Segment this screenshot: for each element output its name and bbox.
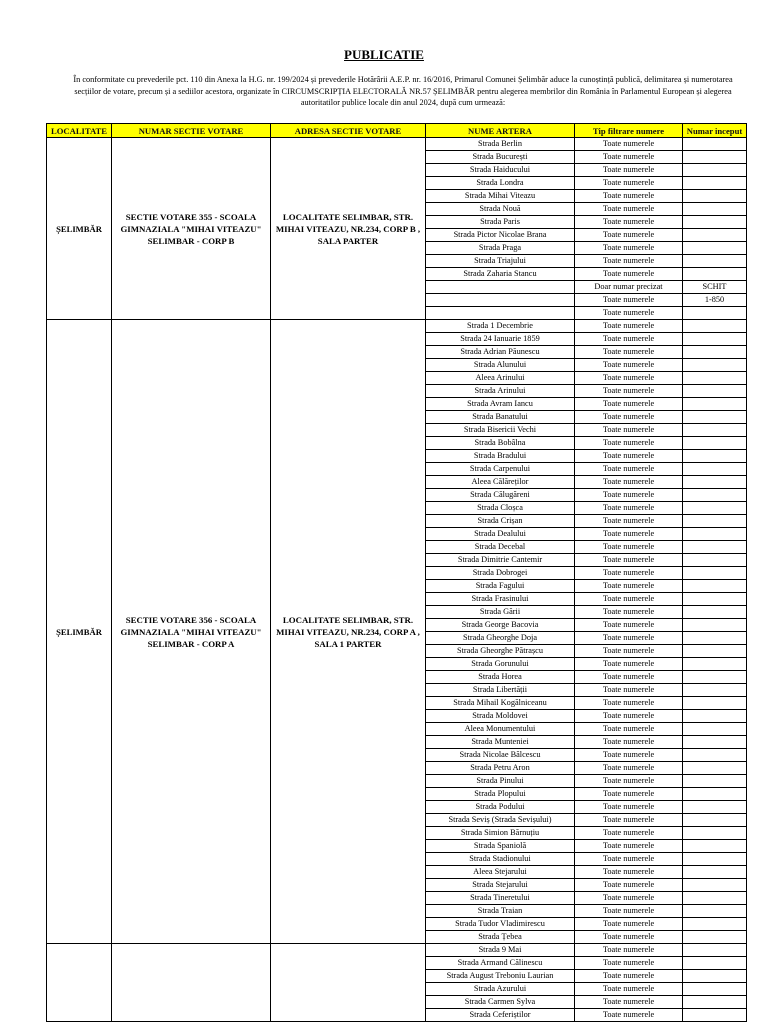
start-number-cell <box>683 957 747 970</box>
start-number-cell <box>683 762 747 775</box>
filter-type-cell: Toate numerele <box>575 346 683 359</box>
street-name-cell: Strada 24 Ianuarie 1859 <box>426 333 575 346</box>
street-name-cell: Strada Moldovei <box>426 710 575 723</box>
street-name-cell: Strada Gheorghe Pătrașcu <box>426 645 575 658</box>
street-name-cell <box>426 294 575 307</box>
filter-type-cell: Toate numerele <box>575 593 683 606</box>
street-name-cell: Strada Călugăreni <box>426 489 575 502</box>
street-name-cell: Strada București <box>426 151 575 164</box>
filter-type-cell: Toate numerele <box>575 203 683 216</box>
header-adresa-sectie: ADRESA SECTIE VOTARE <box>271 124 426 138</box>
start-number-cell <box>683 320 747 333</box>
street-name-cell: Strada Adrian Păunescu <box>426 346 575 359</box>
street-name-cell: Aleea Stejarului <box>426 866 575 879</box>
filter-type-cell: Toate numerele <box>575 671 683 684</box>
filter-type-cell: Toate numerele <box>575 567 683 580</box>
filter-type-cell: Toate numerele <box>575 385 683 398</box>
start-number-cell <box>683 307 747 320</box>
filter-type-cell: Toate numerele <box>575 944 683 957</box>
filter-type-cell: Toate numerele <box>575 866 683 879</box>
start-number-cell <box>683 398 747 411</box>
start-number-cell <box>683 151 747 164</box>
table-row <box>47 944 747 957</box>
filter-type-cell: Toate numerele <box>575 619 683 632</box>
section-address-cell: LOCALITATE SELIMBAR, STR. MIHAI VITEAZU, NR.234, CORP B , SALA PARTER <box>271 138 426 320</box>
filter-type-cell: Toate numerele <box>575 775 683 788</box>
start-number-cell <box>683 138 747 151</box>
street-name-cell: Strada Tudor Vladimirescu <box>426 918 575 931</box>
start-number-cell <box>683 658 747 671</box>
filter-type-cell: Toate numerele <box>575 294 683 307</box>
street-name-cell: Strada Seviș (Strada Sevișului) <box>426 814 575 827</box>
start-number-cell <box>683 619 747 632</box>
filter-type-cell: Toate numerele <box>575 1009 683 1022</box>
filter-type-cell: Toate numerele <box>575 736 683 749</box>
start-number-cell <box>683 827 747 840</box>
filter-type-cell: Toate numerele <box>575 398 683 411</box>
start-number-cell <box>683 593 747 606</box>
start-number-cell <box>683 606 747 619</box>
filter-type-cell: Toate numerele <box>575 242 683 255</box>
filter-type-cell: Toate numerele <box>575 892 683 905</box>
polling-sections-table <box>46 123 747 1022</box>
filter-type-cell: Toate numerele <box>575 177 683 190</box>
start-number-cell <box>683 372 747 385</box>
street-name-cell: Strada Avram Iancu <box>426 398 575 411</box>
start-number-cell <box>683 671 747 684</box>
street-name-cell: Strada 1 Decembrie <box>426 320 575 333</box>
filter-type-cell: Toate numerele <box>575 840 683 853</box>
street-name-cell: Strada Paris <box>426 216 575 229</box>
filter-type-cell: Toate numerele <box>575 996 683 1009</box>
header-tip-filtrare: Tip filtrare numere <box>575 124 683 138</box>
header-numar-inceput: Numar inceput <box>683 124 747 138</box>
filter-type-cell: Toate numerele <box>575 931 683 944</box>
street-name-cell: Strada Bisericii Vechi <box>426 424 575 437</box>
start-number-cell <box>683 515 747 528</box>
start-number-cell <box>683 541 747 554</box>
street-name-cell: Strada Bradului <box>426 450 575 463</box>
street-name-cell: Strada Tineretului <box>426 892 575 905</box>
start-number-cell <box>683 645 747 658</box>
start-number-cell <box>683 970 747 983</box>
filter-type-cell: Toate numerele <box>575 489 683 502</box>
filter-type-cell: Toate numerele <box>575 229 683 242</box>
start-number-cell <box>683 359 747 372</box>
street-name-cell: Strada Nicolae Bălcescu <box>426 749 575 762</box>
start-number-cell <box>683 931 747 944</box>
street-name-cell: Strada Alunului <box>426 359 575 372</box>
filter-type-cell: Toate numerele <box>575 437 683 450</box>
start-number-cell <box>683 450 747 463</box>
start-number-cell <box>683 463 747 476</box>
start-number-cell <box>683 749 747 762</box>
filter-type-cell: Toate numerele <box>575 450 683 463</box>
start-number-cell: SCHIT <box>683 281 747 294</box>
section-name-cell: SECTIE VOTARE 356 - SCOALA GIMNAZIALA "MIHAI VITEAZU" SELIMBAR - CORP A <box>112 320 271 944</box>
header-localitate: LOCALITATE <box>47 124 112 138</box>
start-number-cell <box>683 411 747 424</box>
start-number-cell: 1-850 <box>683 294 747 307</box>
section-address-cell <box>271 944 426 1022</box>
street-name-cell: Strada Cloșca <box>426 502 575 515</box>
street-name-cell: Strada Arinului <box>426 385 575 398</box>
start-number-cell <box>683 424 747 437</box>
locality-cell: ȘELIMBĂR <box>47 138 112 320</box>
street-name-cell: Strada Horea <box>426 671 575 684</box>
start-number-cell <box>683 710 747 723</box>
street-name-cell: Strada Spaniolă <box>426 840 575 853</box>
filter-type-cell: Toate numerele <box>575 827 683 840</box>
filter-type-cell: Toate numerele <box>575 164 683 177</box>
start-number-cell <box>683 879 747 892</box>
street-name-cell <box>426 281 575 294</box>
table-row <box>47 138 747 151</box>
filter-type-cell: Toate numerele <box>575 554 683 567</box>
street-name-cell: Strada Frasinului <box>426 593 575 606</box>
street-name-cell: Strada Armand Călinescu <box>426 957 575 970</box>
street-name-cell: Strada Mihai Viteazu <box>426 190 575 203</box>
street-name-cell: Strada Banatului <box>426 411 575 424</box>
start-number-cell <box>683 502 747 515</box>
filter-type-cell: Toate numerele <box>575 359 683 372</box>
street-name-cell: Strada Dealului <box>426 528 575 541</box>
filter-type-cell: Toate numerele <box>575 697 683 710</box>
street-name-cell: Strada 9 Mai <box>426 944 575 957</box>
street-name-cell: Strada Zaharia Stancu <box>426 268 575 281</box>
start-number-cell <box>683 346 747 359</box>
filter-type-cell: Toate numerele <box>575 216 683 229</box>
start-number-cell <box>683 177 747 190</box>
filter-type-cell: Toate numerele <box>575 658 683 671</box>
header-nume-artera: NUME ARTERA <box>426 124 575 138</box>
street-name-cell: Strada Haiducului <box>426 164 575 177</box>
filter-type-cell: Toate numerele <box>575 762 683 775</box>
start-number-cell <box>683 229 747 242</box>
street-name-cell: Strada Munteniei <box>426 736 575 749</box>
street-name-cell: Strada Plopului <box>426 788 575 801</box>
section-name-cell: SECTIE VOTARE 355 - SCOALA GIMNAZIALA "MIHAI VITEAZU" SELIMBAR - CORP B <box>112 138 271 320</box>
filter-type-cell: Toate numerele <box>575 879 683 892</box>
start-number-cell <box>683 801 747 814</box>
filter-type-cell: Toate numerele <box>575 411 683 424</box>
start-number-cell <box>683 996 747 1009</box>
filter-type-cell: Toate numerele <box>575 905 683 918</box>
filter-type-cell: Toate numerele <box>575 749 683 762</box>
filter-type-cell: Toate numerele <box>575 138 683 151</box>
filter-type-cell: Toate numerele <box>575 580 683 593</box>
start-number-cell <box>683 385 747 398</box>
start-number-cell <box>683 775 747 788</box>
street-name-cell: Strada Carmen Sylva <box>426 996 575 1009</box>
start-number-cell <box>683 528 747 541</box>
filter-type-cell: Toate numerele <box>575 606 683 619</box>
start-number-cell <box>683 190 747 203</box>
street-name-cell: Strada Praga <box>426 242 575 255</box>
start-number-cell <box>683 333 747 346</box>
filter-type-cell: Toate numerele <box>575 151 683 164</box>
start-number-cell <box>683 255 747 268</box>
street-name-cell: Strada Triajului <box>426 255 575 268</box>
street-name-cell: Strada Mihail Kogălniceanu <box>426 697 575 710</box>
start-number-cell <box>683 853 747 866</box>
start-number-cell <box>683 1009 747 1022</box>
street-name-cell: Strada Stejarului <box>426 879 575 892</box>
street-name-cell: Aleea Monumentului <box>426 723 575 736</box>
filter-type-cell: Toate numerele <box>575 710 683 723</box>
filter-type-cell: Toate numerele <box>575 853 683 866</box>
filter-type-cell: Toate numerele <box>575 684 683 697</box>
street-name-cell: Aleea Arinului <box>426 372 575 385</box>
street-name-cell: Strada Stadionului <box>426 853 575 866</box>
filter-type-cell: Toate numerele <box>575 645 683 658</box>
street-name-cell: Strada Londra <box>426 177 575 190</box>
filter-type-cell: Toate numerele <box>575 476 683 489</box>
table-body <box>47 138 747 1022</box>
filter-type-cell: Toate numerele <box>575 957 683 970</box>
document-title: PUBLICATIE <box>344 47 424 62</box>
street-name-cell: Strada Bobâlna <box>426 437 575 450</box>
start-number-cell <box>683 242 747 255</box>
street-name-cell: Strada Libertății <box>426 684 575 697</box>
filter-type-cell: Toate numerele <box>575 307 683 320</box>
street-name-cell: Aleea Călăreților <box>426 476 575 489</box>
start-number-cell <box>683 216 747 229</box>
filter-type-cell: Toate numerele <box>575 970 683 983</box>
filter-type-cell: Toate numerele <box>575 502 683 515</box>
street-name-cell: Strada August Treboniu Laurian <box>426 970 575 983</box>
start-number-cell <box>683 476 747 489</box>
street-name-cell: Strada Gorunului <box>426 658 575 671</box>
street-name-cell: Strada Pinului <box>426 775 575 788</box>
intro-paragraph: În conformitate cu prevederile pct. 110 din Anexa la H.G. nr. 199/2024 și prevederile Hotărârii A.E.P. nr. 16/2016, Primarul Comunei Șelimbăr aduce la cunoștință publică, delimitarea și numerotarea secțiilor de votare, precum și a sediilor acestora, organizate în CIRCUMSCRIPȚIA ELECTORALĂ NR.57 ȘELIMBĂR pentru alegerea membrilor din România în Parlamentul European și alegerea autoritatilor publice locale din anul 2024, după cum urmează: <box>73 75 733 107</box>
table-header-row <box>47 124 747 138</box>
street-name-cell: Strada Dobrogei <box>426 567 575 580</box>
section-name-cell <box>112 944 271 1022</box>
start-number-cell <box>683 164 747 177</box>
locality-cell: ȘELIMBĂR <box>47 320 112 944</box>
start-number-cell <box>683 814 747 827</box>
start-number-cell <box>683 632 747 645</box>
street-name-cell: Strada Decebal <box>426 541 575 554</box>
street-name-cell: Strada Podului <box>426 801 575 814</box>
filter-type-cell: Toate numerele <box>575 255 683 268</box>
header-numar-sectie: NUMAR SECTIE VOTARE <box>112 124 271 138</box>
street-name-cell: Strada Simion Bărnuțiu <box>426 827 575 840</box>
start-number-cell <box>683 567 747 580</box>
filter-type-cell: Toate numerele <box>575 918 683 931</box>
street-name-cell: Strada Crișan <box>426 515 575 528</box>
filter-type-cell: Toate numerele <box>575 983 683 996</box>
filter-type-cell: Toate numerele <box>575 515 683 528</box>
start-number-cell <box>683 944 747 957</box>
street-name-cell: Strada Azurului <box>426 983 575 996</box>
start-number-cell <box>683 684 747 697</box>
street-name-cell <box>426 307 575 320</box>
start-number-cell <box>683 437 747 450</box>
street-name-cell: Strada Pictor Nicolae Brana <box>426 229 575 242</box>
start-number-cell <box>683 489 747 502</box>
filter-type-cell: Toate numerele <box>575 424 683 437</box>
start-number-cell <box>683 866 747 879</box>
start-number-cell <box>683 268 747 281</box>
locality-cell <box>47 944 112 1022</box>
filter-type-cell: Toate numerele <box>575 788 683 801</box>
street-name-cell: Strada Berlin <box>426 138 575 151</box>
filter-type-cell: Toate numerele <box>575 528 683 541</box>
start-number-cell <box>683 697 747 710</box>
filter-type-cell: Toate numerele <box>575 632 683 645</box>
filter-type-cell: Doar numar precizat <box>575 281 683 294</box>
start-number-cell <box>683 723 747 736</box>
street-name-cell: Strada Gării <box>426 606 575 619</box>
street-name-cell: Strada Gheorghe Doja <box>426 632 575 645</box>
start-number-cell <box>683 840 747 853</box>
street-name-cell: Strada George Bacovia <box>426 619 575 632</box>
start-number-cell <box>683 983 747 996</box>
street-name-cell: Strada Dimitrie Cantemir <box>426 554 575 567</box>
start-number-cell <box>683 788 747 801</box>
street-name-cell: Strada Petru Aron <box>426 762 575 775</box>
filter-type-cell: Toate numerele <box>575 801 683 814</box>
start-number-cell <box>683 736 747 749</box>
start-number-cell <box>683 892 747 905</box>
table-row <box>47 320 747 333</box>
start-number-cell <box>683 918 747 931</box>
filter-type-cell: Toate numerele <box>575 463 683 476</box>
street-name-cell: Strada Ceferiștilor <box>426 1009 575 1022</box>
start-number-cell <box>683 203 747 216</box>
filter-type-cell: Toate numerele <box>575 268 683 281</box>
street-name-cell: Strada Carpenului <box>426 463 575 476</box>
filter-type-cell: Toate numerele <box>575 372 683 385</box>
start-number-cell <box>683 580 747 593</box>
street-name-cell: Strada Țebea <box>426 931 575 944</box>
street-name-cell: Strada Traian <box>426 905 575 918</box>
section-address-cell: LOCALITATE SELIMBAR, STR. MIHAI VITEAZU, NR.234, CORP A , SALA 1 PARTER <box>271 320 426 944</box>
street-name-cell: Strada Nouă <box>426 203 575 216</box>
filter-type-cell: Toate numerele <box>575 541 683 554</box>
filter-type-cell: Toate numerele <box>575 723 683 736</box>
start-number-cell <box>683 554 747 567</box>
street-name-cell: Strada Fagului <box>426 580 575 593</box>
filter-type-cell: Toate numerele <box>575 814 683 827</box>
filter-type-cell: Toate numerele <box>575 320 683 333</box>
filter-type-cell: Toate numerele <box>575 333 683 346</box>
filter-type-cell: Toate numerele <box>575 190 683 203</box>
start-number-cell <box>683 905 747 918</box>
